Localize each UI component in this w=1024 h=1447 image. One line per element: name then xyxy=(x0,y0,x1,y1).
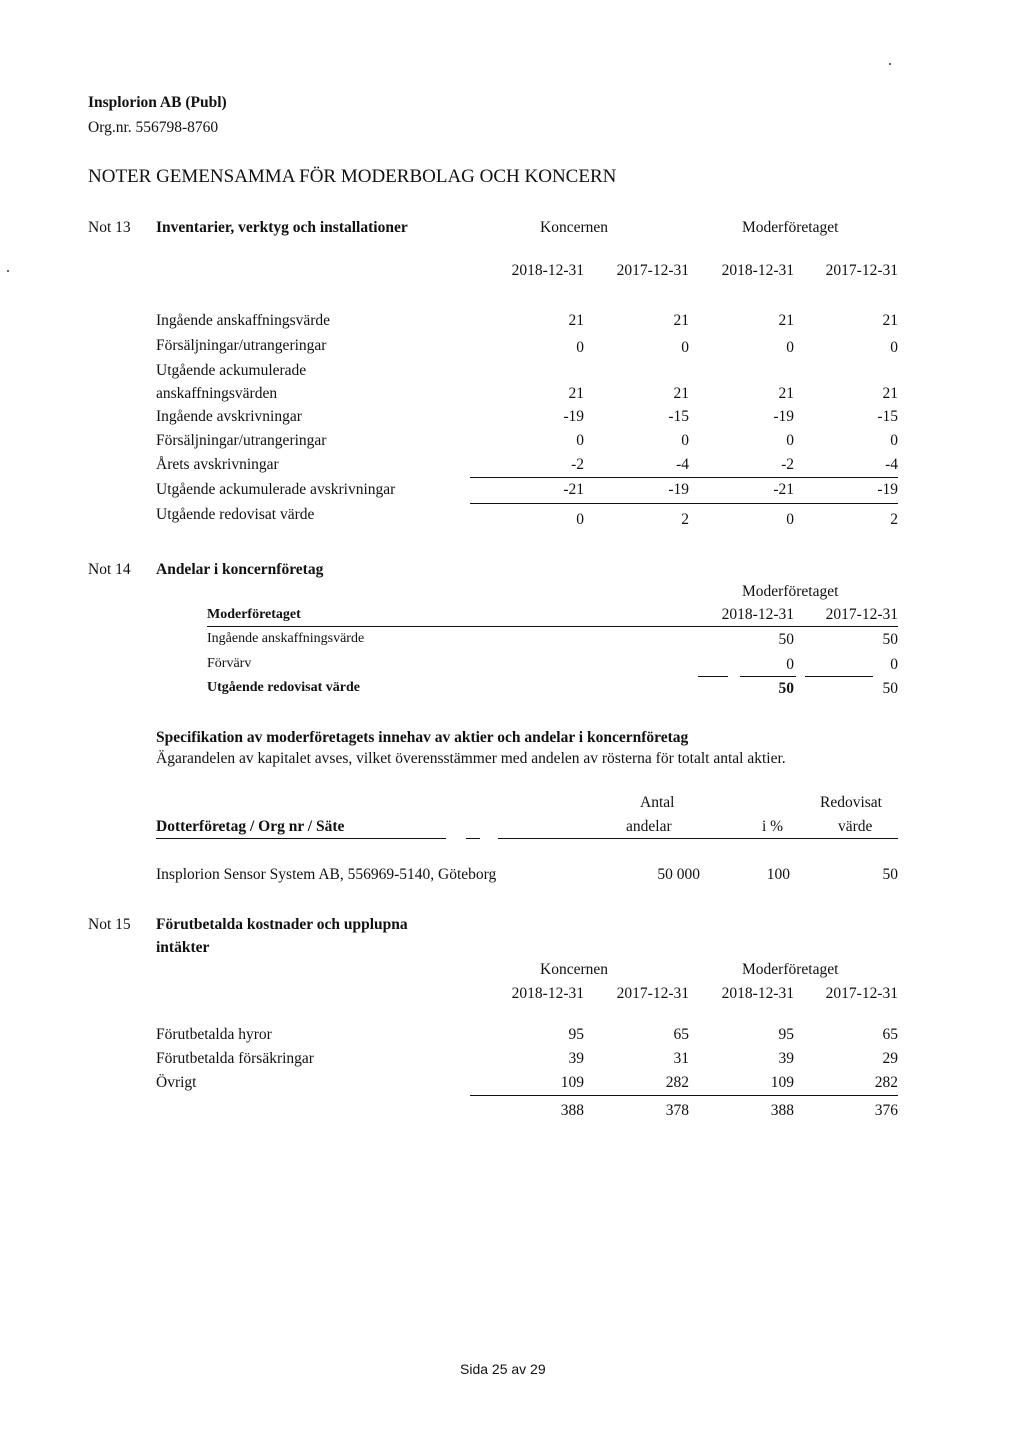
note13-cell: -21 xyxy=(773,481,794,498)
note14-sum-rule xyxy=(698,676,728,677)
note13-cell: 21 xyxy=(882,312,898,329)
note13-title: Inventarier, verktyg och installationer xyxy=(156,219,408,236)
note15-cell: 31 xyxy=(673,1050,689,1067)
note14-sum-rule xyxy=(740,676,796,677)
note15-title-cont: intäkter xyxy=(156,939,210,956)
note13-cell: -4 xyxy=(885,456,898,473)
note15-cell: 109 xyxy=(770,1074,794,1091)
note13-col-header: 2017-12-31 xyxy=(825,262,898,279)
note14-cell: 50 xyxy=(778,631,794,648)
note13-cell: 21 xyxy=(778,385,794,402)
note13-row-label: Utgående ackumulerade avskrivningar xyxy=(156,481,396,498)
note13-col-header: 2018-12-31 xyxy=(721,262,794,279)
note13-cell: 0 xyxy=(681,432,689,449)
note15-cell: 95 xyxy=(778,1026,794,1043)
note15-cell: 109 xyxy=(560,1074,584,1091)
note15-group-koncernen: Koncernen xyxy=(540,961,608,978)
note15-cell: 282 xyxy=(874,1074,898,1091)
note14-col-header: 2017-12-31 xyxy=(825,606,898,623)
note14-col-antal-top: Antal xyxy=(640,794,675,811)
note13-row-label-cont: anskaffningsvärden xyxy=(156,385,278,402)
note14-cell: 0 xyxy=(890,656,898,673)
note13-cell: 21 xyxy=(673,385,689,402)
page-title: NOTER GEMENSAMMA FÖR MODERBOLAG OCH KONCERN xyxy=(88,166,617,187)
note14-col-pct: i % xyxy=(762,818,784,835)
note13-cell: -2 xyxy=(571,456,584,473)
note14-group-moderforetaget: Moderföretaget xyxy=(742,583,839,600)
note13-cell: 2 xyxy=(681,511,689,528)
note15-row-label: Förutbetalda hyror xyxy=(156,1026,272,1043)
note13-cell: -15 xyxy=(877,408,898,425)
note13-subtotal-rule xyxy=(470,477,898,478)
note13-cell: -19 xyxy=(773,408,794,425)
note14-row-label: Förvärv xyxy=(207,656,252,671)
note14-row-label: Ingående anskaffningsvärde xyxy=(207,631,365,646)
note13-row-label: Försäljningar/utrangeringar xyxy=(156,337,327,354)
note14-sub-header-rule xyxy=(156,838,446,839)
note15-col-header: 2018-12-31 xyxy=(511,985,584,1002)
note15-cell: 39 xyxy=(568,1050,584,1067)
note14-sub-header-rule xyxy=(498,838,898,839)
note14-col-redovisat-bottom: värde xyxy=(838,818,873,835)
note15-row-label: Förutbetalda försäkringar xyxy=(156,1050,314,1067)
note13-cell: 0 xyxy=(786,339,794,356)
note13-cell: 0 xyxy=(576,511,584,528)
note14-title: Andelar i koncernföretag xyxy=(156,561,324,578)
note13-cell: -19 xyxy=(877,481,898,498)
page-number: Sida 25 av 29 xyxy=(460,1361,546,1377)
scan-speck xyxy=(889,63,891,65)
note14-sub-row-pct: 100 xyxy=(766,866,790,883)
note13-cell: -4 xyxy=(676,456,689,473)
note15-total-cell: 376 xyxy=(874,1102,898,1119)
note14-cell: 50 xyxy=(778,680,794,697)
scan-speck xyxy=(7,270,9,272)
note15-title: Förutbetalda kostnader och upplupna xyxy=(156,916,408,933)
note14-sub-header-rule xyxy=(466,838,480,839)
note13-row-label: Ingående avskrivningar xyxy=(156,408,302,425)
note14-spec-text: Ägarandelen av kapitalet avses, vilket överensstämmer med andelen av rösterna för totalt antal aktier. xyxy=(156,750,786,767)
note15-total-rule xyxy=(470,1095,898,1096)
note13-cell: -19 xyxy=(668,481,689,498)
note13-group-koncernen: Koncernen xyxy=(540,219,608,236)
note14-spec-title: Specifikation av moderföretagets innehav av aktier och andelar i koncernföretag xyxy=(156,729,689,746)
note14-table-label: Moderföretaget xyxy=(207,607,301,622)
note15-cell: 65 xyxy=(882,1026,898,1043)
note13-total-rule xyxy=(470,503,898,504)
note13-row-label: Utgående redovisat värde xyxy=(156,506,315,523)
note13-cell: -21 xyxy=(563,481,584,498)
note13-col-header: 2017-12-31 xyxy=(616,262,689,279)
note14-col-header: 2018-12-31 xyxy=(721,606,794,623)
note15-cell: 29 xyxy=(882,1050,898,1067)
note13-col-header: 2018-12-31 xyxy=(511,262,584,279)
note13-cell: 0 xyxy=(681,339,689,356)
note13-cell: 0 xyxy=(576,339,584,356)
note13-cell: 21 xyxy=(568,385,584,402)
note13-cell: 0 xyxy=(786,432,794,449)
note14-row-label: Utgående redovisat värde xyxy=(207,680,360,695)
note15-col-header: 2017-12-31 xyxy=(616,985,689,1002)
note13-cell: -19 xyxy=(563,408,584,425)
note15-cell: 65 xyxy=(673,1026,689,1043)
company-name: Insplorion AB (Publ) xyxy=(88,94,227,111)
note14-sum-rule xyxy=(805,676,873,677)
note15-row-label: Övrigt xyxy=(156,1074,197,1091)
note14-cell: 0 xyxy=(786,656,794,673)
note14-sub-row-antal: 50 000 xyxy=(657,866,700,883)
note14-col-antal-bottom: andelar xyxy=(626,818,672,835)
note13-cell: 0 xyxy=(576,432,584,449)
note14-sub-row-value: 50 xyxy=(882,866,898,883)
note13-row-label: Försäljningar/utrangeringar xyxy=(156,432,327,449)
note14-number: Not 14 xyxy=(88,561,131,578)
note13-cell: -2 xyxy=(781,456,794,473)
note15-col-header: 2017-12-31 xyxy=(825,985,898,1002)
note13-cell: 21 xyxy=(673,312,689,329)
note14-header-rule xyxy=(207,626,898,627)
note14-col-redovisat-top: Redovisat xyxy=(820,794,882,811)
note14-sub-row-name: Insplorion Sensor System AB, 556969-5140, Göteborg xyxy=(156,866,497,883)
note13-number: Not 13 xyxy=(88,219,131,236)
note13-row-label: Utgående ackumulerade xyxy=(156,362,307,379)
note13-cell: 0 xyxy=(890,432,898,449)
note14-cell: 50 xyxy=(882,631,898,648)
note15-number: Not 15 xyxy=(88,916,131,933)
note15-group-moderforetaget: Moderföretaget xyxy=(742,961,839,978)
note13-cell: 2 xyxy=(890,511,898,528)
note15-total-cell: 388 xyxy=(770,1102,794,1119)
note13-cell: 21 xyxy=(778,312,794,329)
note13-row-label: Ingående anskaffningsvärde xyxy=(156,312,331,329)
note14-cell: 50 xyxy=(882,680,898,697)
note13-row-label: Årets avskrivningar xyxy=(156,456,279,473)
note13-cell: 21 xyxy=(882,385,898,402)
note15-total-cell: 388 xyxy=(560,1102,584,1119)
note13-cell: -15 xyxy=(668,408,689,425)
note13-cell: 0 xyxy=(786,511,794,528)
note15-total-cell: 378 xyxy=(665,1102,689,1119)
note15-col-header: 2018-12-31 xyxy=(721,985,794,1002)
org-number: Org.nr. 556798-8760 xyxy=(88,119,219,136)
note13-cell: 21 xyxy=(568,312,584,329)
note15-cell: 95 xyxy=(568,1026,584,1043)
note14-col-name: Dotterföretag / Org nr / Säte xyxy=(156,818,345,835)
note13-group-moderforetaget: Moderföretaget xyxy=(742,219,839,236)
note13-cell: 0 xyxy=(890,339,898,356)
note15-cell: 39 xyxy=(778,1050,794,1067)
note15-cell: 282 xyxy=(665,1074,689,1091)
